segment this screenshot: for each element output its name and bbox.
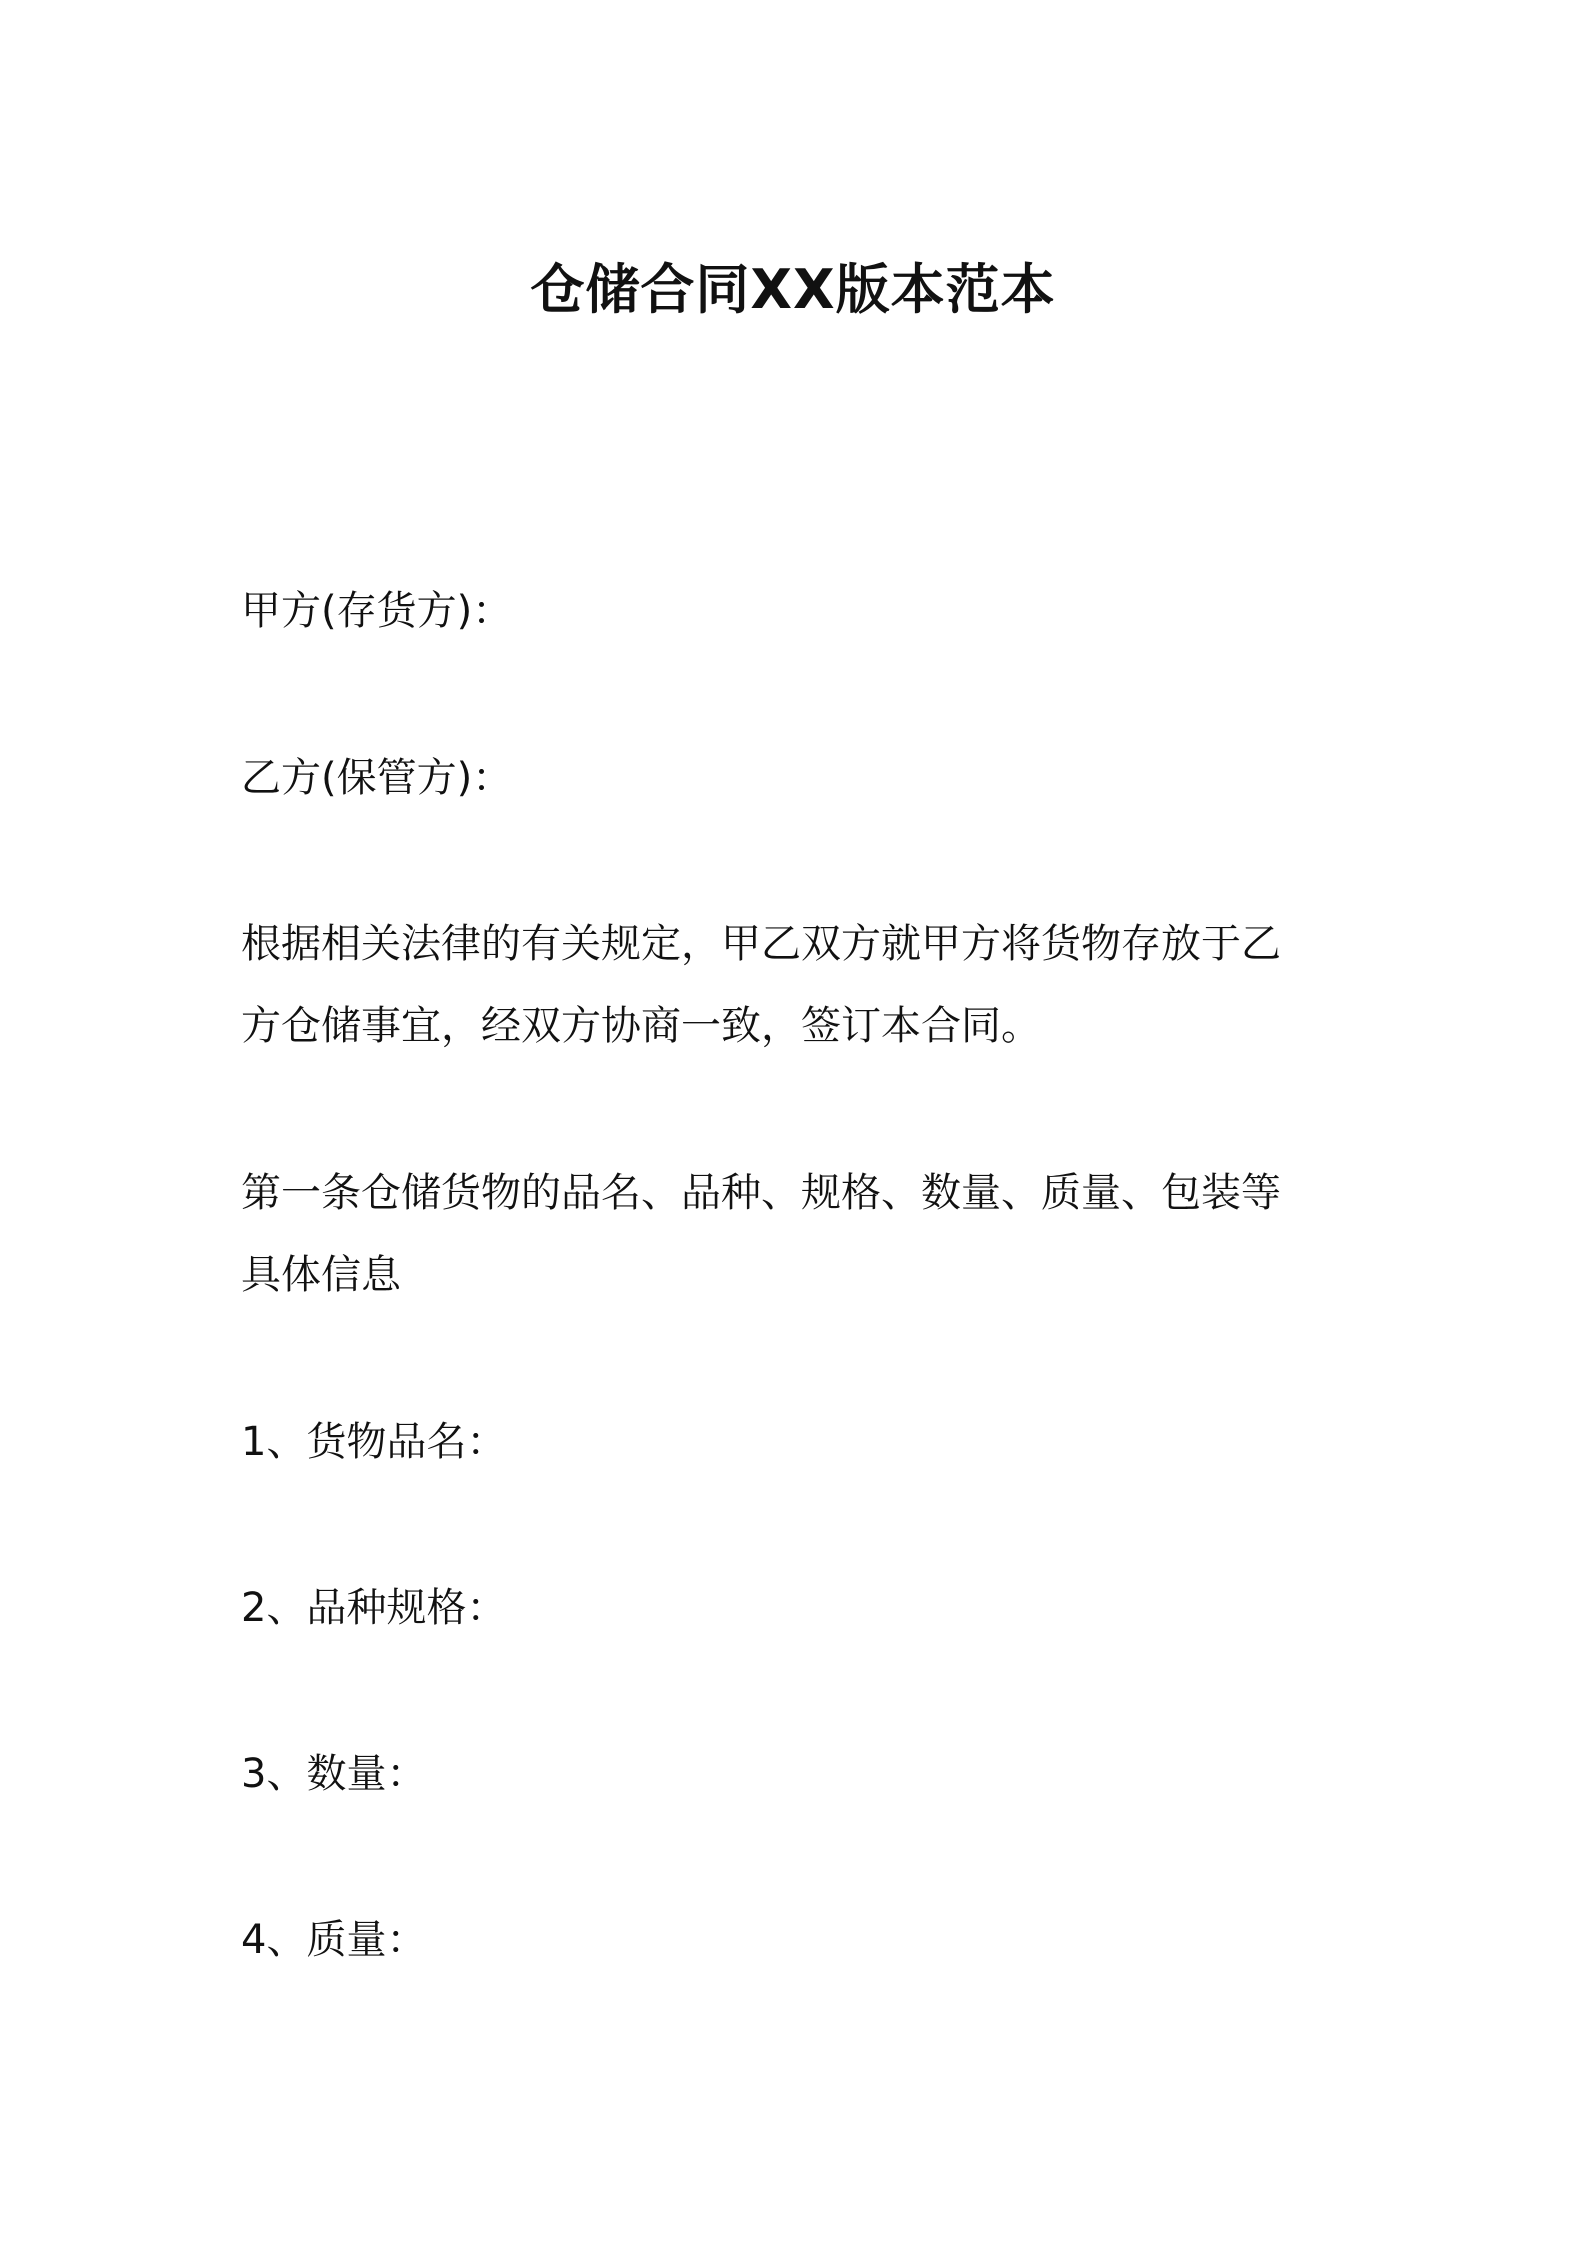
party-a-label: 甲方(存货方)： [241, 588, 513, 634]
item-quality: 4、质量： [241, 1917, 427, 1963]
article-1-line-1: 第一条仓储货物的品名、品种、规格、数量、质量、包装等 [241, 1170, 1281, 1216]
article-1-line-2: 具体信息 [241, 1252, 401, 1298]
preamble-paragraph [241, 903, 1361, 1067]
item-quantity: 3、数量： [241, 1751, 427, 1797]
preamble-line-1: 根据相关法律的有关规定，甲乙双方就甲方将货物存放于乙 [241, 921, 1281, 967]
document-title: 仓储合同XX版本范本 [530, 258, 1056, 321]
preamble-line-2: 方仓储事宜，经双方协商一致，签订本合同。 [241, 1003, 1041, 1049]
item-variety-spec: 2、品种规格： [241, 1585, 507, 1631]
article-1-heading [241, 1152, 1361, 1316]
item-goods-name: 1、货物品名： [241, 1419, 507, 1465]
party-b-label: 乙方(保管方)： [241, 755, 513, 801]
